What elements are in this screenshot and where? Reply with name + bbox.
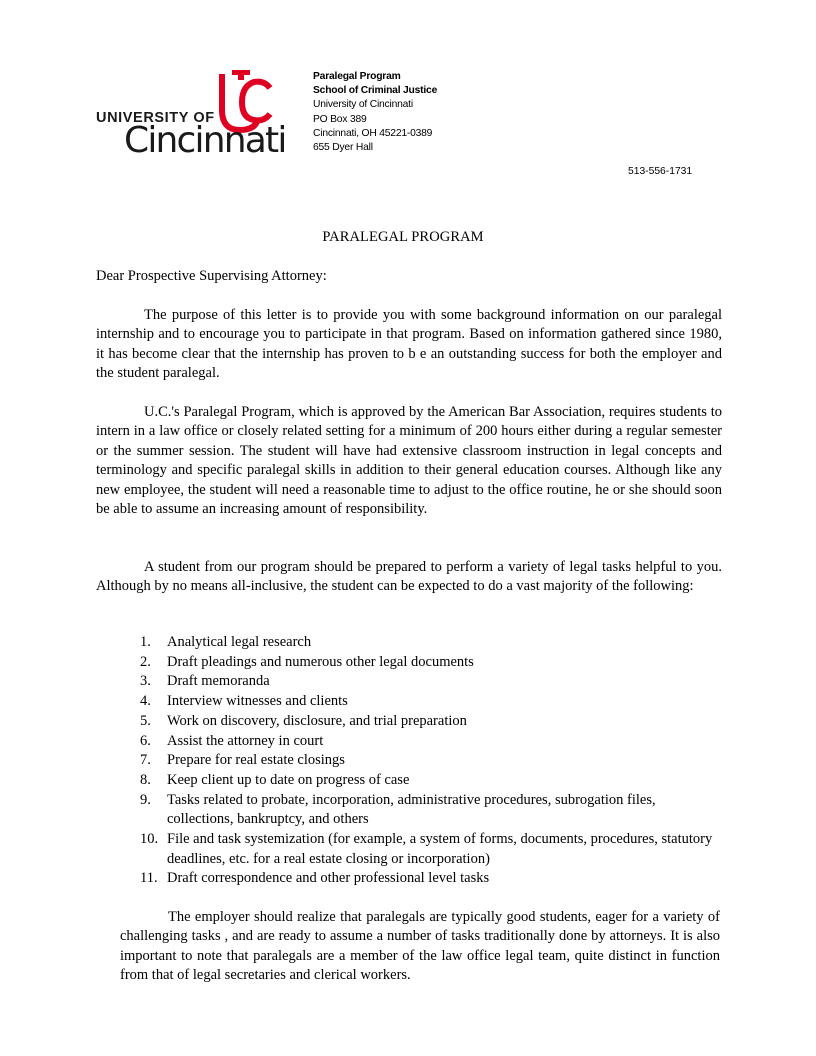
list-number: 4. [140,693,151,710]
logo-text-cincinnati: Cincinnati [124,120,286,161]
list-item [140,672,720,692]
paragraph-purpose: The purpose of this letter is to provide you with some background information on our paralegal internship and to encourage you to participate in that program. Based on information gathered since 1980, it has become clear that the internship has proven to b e an outstanding success for both the employer and the student paralegal. [96,307,722,382]
university-logo [96,70,306,165]
address-line-university: University of Cincinnati [313,99,413,111]
task-list [140,633,720,889]
list-item [140,732,720,752]
list-number: 1. [140,634,151,650]
list-text: Keep client up to date on progress of case [167,771,410,788]
list-item [140,712,720,732]
address-line-po-box: PO Box 389 [313,113,367,125]
list-item [140,653,720,673]
list-item [140,633,720,653]
list-item [140,751,720,771]
list-number: 9. [140,791,151,808]
list-text: Prepare for real estate closings [167,752,345,769]
list-number: 8. [140,771,151,788]
list-text: Interview witnesses and clients [167,693,348,710]
list-number: 3. [140,673,151,690]
list-text: Assist the attorney in court [167,732,324,749]
phone-number: 513-556-1731 [628,166,693,177]
list-text: Work on discovery, disclosure, and trial preparation [167,712,467,729]
list-number: 11. [140,870,158,887]
list-number: 7. [140,752,151,769]
address-line-hall: 655 Dyer Hall [313,142,373,154]
list-text: Analytical legal research [167,634,312,650]
paragraph-employer-note: The employer should realize that paralegals are typically good students, eager for a variety of challenging tasks , and are ready to assume a number of tasks traditionally done by attorneys. It is also important to note that paralegals are a member of the law office legal team, quite distinct in function from that of legal secretaries and clerical workers. [120,909,720,984]
list-text: File and task systemization (for example, a system of forms, documents, procedures, statutory deadlines, etc. for a real estate closing or incorporation) [167,831,713,867]
document-title: PARALEGAL PROGRAM [322,229,484,245]
list-text: Draft correspondence and other professional level tasks [167,870,490,887]
list-item [140,771,720,791]
list-text: Draft memoranda [167,673,270,690]
paragraph-program-requirements: U.C.'s Paralegal Program, which is approved by the American Bar Association, requires students to intern in a law office or closely related setting for a minimum of 200 hours either during a regular semester or the summer session. The student will have had extensive classroom instruction in legal concepts and terminology and specific paralegal skills in addition to their general education courses. Although like any new employee, the student will need a reasonable time to adjust to the office routine, he or she should soon be able to assume an increasing amount of responsibility. [96,404,722,518]
logo-text-university-of: UNIVERSITY OF [96,110,215,126]
list-item [140,791,720,830]
list-number: 5. [140,712,151,729]
list-number: 10. [140,831,159,848]
address-line-city: Cincinnati, OH 45221-0389 [313,127,433,139]
list-text: Draft pleadings and numerous other legal documents [167,653,474,670]
address-block [313,70,437,155]
address-line-school: School of Criminal Justice [313,85,438,97]
list-item [140,692,720,712]
list-number: 6. [140,732,151,749]
list-text: Tasks related to probate, incorporation, administrative procedures, subrogation files, collections, bankruptcy, and others [167,791,656,828]
list-number: 2. [140,653,151,670]
list-item [140,830,720,869]
list-item [140,869,720,889]
salutation: Dear Prospective Supervising Attorney: [96,268,327,284]
paragraph-student-tasks-intro: A student from our program should be prepared to perform a variety of legal tasks helpful to you. Although by no means all-inclusive, the student can be expected to do a vast majority of the following: [96,559,722,595]
address-line-program: Paralegal Program [313,71,401,82]
